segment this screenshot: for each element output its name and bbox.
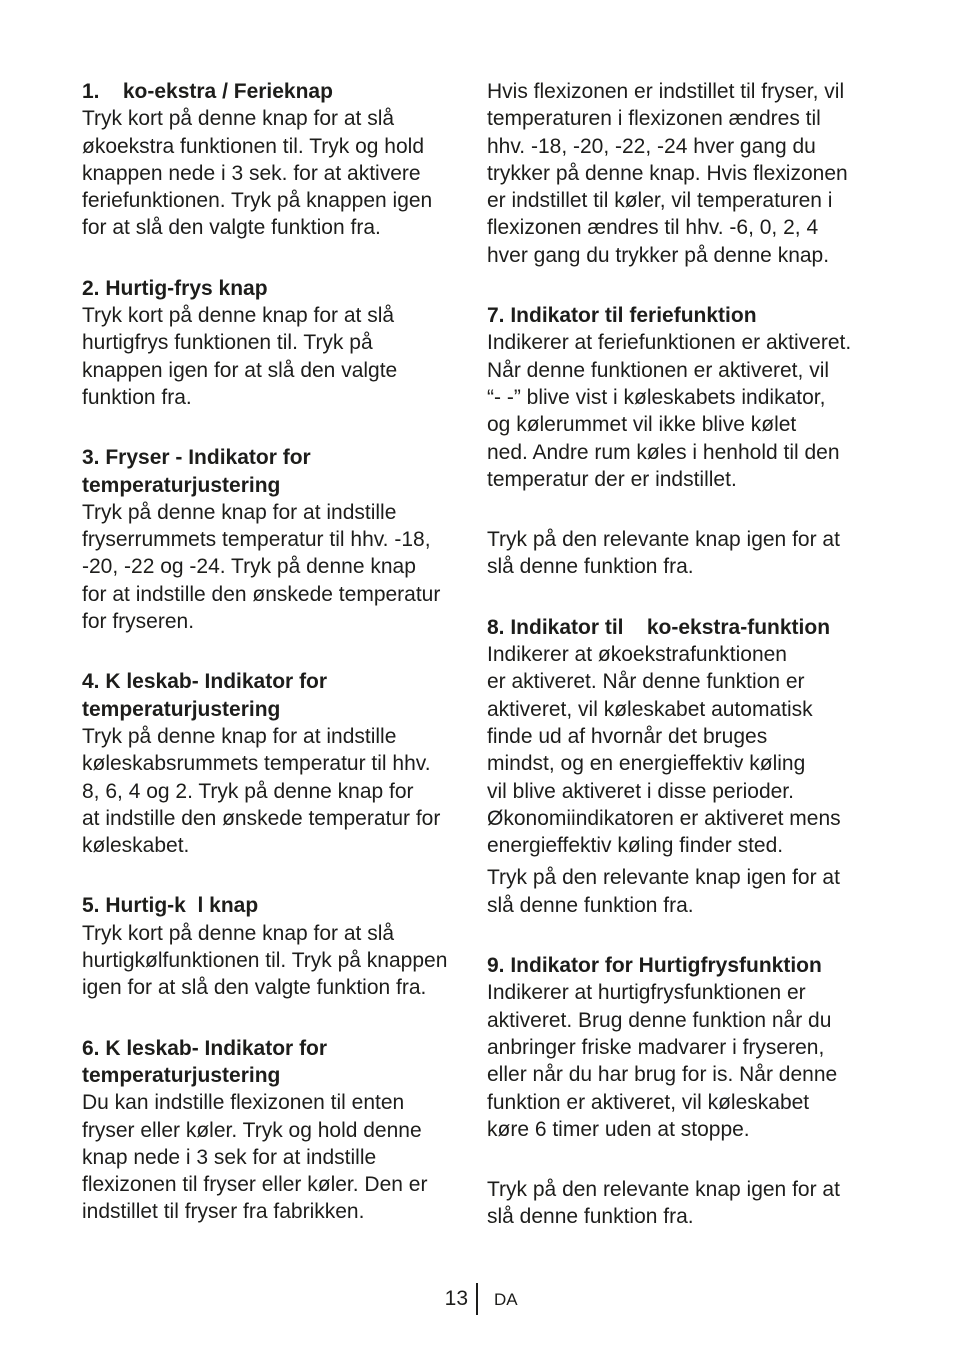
section-quick-freeze-button [82, 275, 468, 411]
section-body: Tryk kort på denne knap for at slå hurtigfrys funktionen til. Tryk på knappen igen for at slå den valgte funktion fra. [82, 304, 398, 409]
section-body: Hvis flexizonen er indstillet til fryser, vil temperaturen i flexizonen ændres til hhv. -18, -20, -22, -24 hver gang du trykker på denne knap. Hvis flexizonen er indstillet til køler, vil temperaturen i flexizonen ændres til hhv. -6, 0, 2, 4 hver gang du trykker på denne knap. [487, 80, 848, 267]
section-note: Tryk på den relevante knap igen for at slå denne funktion fra. [487, 866, 840, 917]
section-heading: 4. K leskab- Indikator for temperaturjustering [82, 670, 328, 721]
section-eco-extra-indicator [487, 614, 872, 919]
section-body: Tryk på denne knap for at indstille fryserrummets temperatur til hhv. -18, -20, -22 og -24. Tryk på denne knap for at indstille den ønskede temperatur for fryseren. [82, 500, 441, 634]
section-heading: 2. Hurtig-frys knap [82, 276, 268, 300]
section-note: Tryk på den relevante knap igen for at slå denne funktion fra. [487, 528, 840, 579]
right-column [487, 78, 872, 1231]
section-heading: 5. Hurtig-k l knap [82, 894, 259, 918]
section-heading: 6. K leskab- Indikator for temperaturjustering [82, 1036, 328, 1087]
section-flexizone-continued [487, 78, 872, 269]
footer-divider [476, 1283, 478, 1315]
section-body: Indikerer at feriefunktionen er aktiveret. Når denne funktionen er aktiveret, vil “- -” blive vist i køleskabets indikator, og kølerummet vil ikke blive kølet ned. Andre rum køles i henhold til den temperatur der er indstillet. [487, 331, 852, 491]
section-quick-cool-button [82, 892, 468, 1001]
section-note: Tryk på den relevante knap igen for at slå denne funktion fra. [487, 1178, 840, 1229]
section-body: Du kan indstille flexizonen til enten fryser eller køler. Tryk og hold denne knap nede i 3 sek for at indstille flexizonen til fryser eller køler. Den er indstillet til fryser fra fabrikken. [82, 1091, 428, 1224]
section-body: Indikerer at hurtigfrysfunktionen er aktiveret. Brug denne funktion når du anbringer friske madvarer i fryseren, eller når du har brug for is. Når denne funktion er aktiveret, vil køleskabet køre 6 timer uden at stoppe. [487, 981, 838, 1141]
section-fridge-temperature [82, 668, 468, 859]
section-heading: 1. ko-ekstra / Ferieknap [82, 80, 333, 103]
section-body: Tryk kort på denne knap for at slå økoekstra funktionen til. Tryk og hold knappen nede i 3 sek. for at aktivere feriefunktionen. Tryk på knappen igen for at slå den valgte funktion fra. [82, 107, 433, 240]
section-heading: 7. Indikator til feriefunktion [487, 304, 757, 328]
section-body: Tryk på denne knap for at indstille køleskabsrummets temperatur til hhv. 8, 6, 4 og 2. Tryk på denne knap for at indstille den ønskede temperatur for køleskabet. [82, 724, 441, 858]
section-quick-freeze-indicator [487, 952, 872, 1231]
section-heading: 9. Indikator for Hurtigfrysfunktion [487, 954, 822, 978]
section-heading: 8. Indikator til ko-ekstra-funktion [487, 615, 831, 639]
section-holiday-indicator [487, 302, 872, 581]
page-footer [0, 1283, 954, 1315]
section-heading: 3. Fryser - Indikator for temperaturjustering [82, 446, 311, 497]
section-eco-extra-holiday-button [82, 78, 468, 242]
page-number: 13 [444, 1287, 468, 1310]
language-code: DA [494, 1290, 518, 1309]
section-freezer-temperature [82, 444, 468, 635]
section-body: Tryk kort på denne knap for at slå hurtigkølfunktionen til. Tryk på knappen igen for at slå den valgte funktion fra. [82, 921, 448, 1000]
section-body: Indikerer at økoekstrafunktionen er aktiveret. Når denne funktion er aktiveret, vil køleskabet automatisk finde ud af hvornår det bruges mindst, og en energieffektiv køling vil blive aktiveret i disse perioder. Økonomiindikatoren er aktiveret mens energieffektiv køling finder sted. [487, 643, 841, 858]
section-flexizone-temperature [82, 1035, 468, 1226]
left-column [82, 78, 468, 1226]
